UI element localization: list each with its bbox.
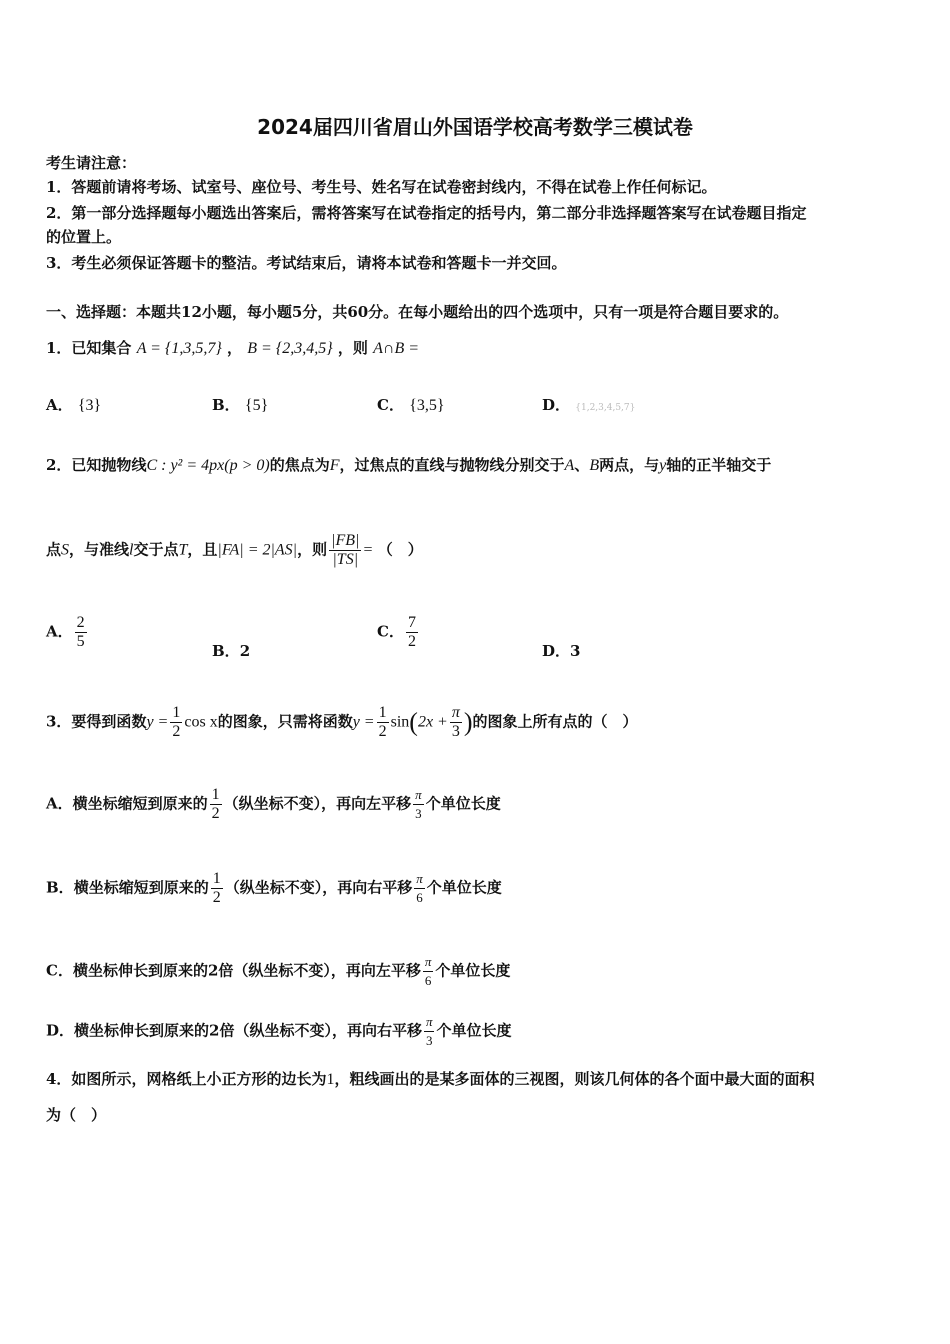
option-text: 个单位长度	[426, 878, 502, 897]
option-pi-fraction	[423, 953, 434, 990]
q1-then: ，则	[337, 339, 368, 357]
q2-text: 交于点	[133, 540, 179, 559]
q2-text: 、	[574, 456, 590, 474]
q2-text: ，且	[187, 540, 218, 559]
q2-text: 两点，与	[599, 456, 660, 474]
notice-item-2-cont: 的位置上。	[46, 228, 122, 246]
q3-text: 的图象上所有点的（ ）	[472, 712, 638, 731]
frac-num: π	[424, 1013, 435, 1032]
option-text: 个单位长度	[425, 794, 501, 813]
option-text: 横坐标缩短到原来的	[72, 794, 208, 813]
notice-item-2: 2．第一部分选择题每小题选出答案后，需将答案写在试卷指定的括号内，第二部分非选择题答案写在试卷题目指定	[46, 204, 807, 222]
option-fraction	[210, 786, 222, 823]
q2-text: ，则	[297, 540, 328, 559]
frac-num: 2	[76, 614, 85, 631]
option-pi-fraction	[414, 870, 425, 907]
q1-prefix: 1．已知集合	[46, 339, 132, 357]
question-1	[46, 337, 419, 360]
option-text: 横坐标伸长到原来的2倍（纵坐标不变），再向左平移	[72, 961, 421, 980]
frac-num: π	[414, 870, 425, 889]
option-text: 横坐标伸长到原来的2倍（纵坐标不变），再向右平移	[74, 1021, 422, 1040]
right-paren: )	[463, 707, 473, 737]
q3-f1-frac	[170, 704, 182, 741]
option-label: C．	[377, 396, 404, 414]
option-label: C．	[377, 622, 404, 641]
q2-axis-y: y	[659, 457, 667, 474]
frac-num: π	[423, 953, 434, 972]
option-label: A．	[46, 622, 73, 641]
q2-option-a[interactable]	[46, 614, 89, 651]
q3-f2-lhs: y =	[352, 713, 375, 731]
q2-option-b[interactable]	[212, 640, 250, 661]
notice-item-3: 3．考生必须保证答题卡的整洁。考试结束后，请将本试卷和答题卡一并交回。	[46, 254, 567, 272]
question-4-line-1	[46, 1068, 814, 1091]
q2-point-s: S	[61, 541, 70, 559]
q2-point-a: A	[564, 457, 575, 474]
option-text: （纵坐标不变），再向左平移	[223, 794, 412, 813]
q2-text: 2．已知抛物线	[46, 456, 147, 474]
q3-f2-inner: 2x +	[417, 713, 448, 731]
q2-point-t: T	[178, 541, 188, 559]
q2-option-d[interactable]	[542, 640, 580, 661]
frac-den: 2	[172, 723, 181, 740]
option-text: 个单位长度	[435, 961, 511, 980]
q1-option-c[interactable]	[377, 394, 445, 415]
frac-den: 6	[416, 890, 423, 905]
q3-f2-pi-frac	[450, 704, 462, 741]
frac-num: π	[451, 704, 460, 721]
q1-sep: ，	[227, 339, 243, 357]
q2-ratio-num: |FB|	[331, 532, 360, 549]
q1-expr: A∩B =	[373, 340, 420, 357]
option-fraction	[211, 870, 223, 907]
option-pi-fraction	[424, 1013, 435, 1050]
frac-den: 6	[424, 973, 432, 988]
q3-f1-lhs: y =	[146, 713, 169, 731]
q4-side-length: 1	[326, 1071, 335, 1088]
q4-text: ，粗线画出的是某多面体的三视图，则该几何体的各个面中最大面的面积	[334, 1070, 815, 1088]
option-label: B．	[212, 396, 240, 414]
frac-num: 1	[378, 704, 387, 721]
option-pi-fraction	[413, 786, 424, 823]
option-label: D．	[542, 396, 571, 414]
q4-text: 4．如图所示，网格纸上小正方形的边长为	[46, 1070, 327, 1088]
q1-option-d[interactable]	[542, 394, 635, 415]
q2-text: 的焦点为	[269, 456, 330, 474]
option-value: 3	[570, 642, 581, 660]
option-value: {3,5}	[409, 397, 445, 414]
q2-text: ，与准线	[69, 540, 130, 559]
option-value: {1,2,3,4,5,7}	[575, 403, 636, 413]
page-title: 2024届四川省眉山外国语学校高考数学三模试卷	[257, 115, 693, 139]
frac-num: 1	[172, 704, 181, 721]
frac-den: 3	[451, 723, 460, 740]
option-value: {3}	[77, 397, 102, 414]
q2-parabola-eq: C : y² = 4px(p > 0)	[146, 457, 270, 474]
q2-answer-blank: （ ）	[377, 540, 423, 559]
q2-ratio-den: |TS|	[332, 551, 359, 568]
option-text: （纵坐标不变），再向右平移	[224, 878, 413, 897]
q3-option-c[interactable]	[46, 953, 510, 990]
frac-num: 1	[211, 786, 220, 803]
option-fraction	[75, 614, 87, 651]
question-2-line-2	[46, 532, 423, 569]
left-paren: (	[409, 707, 418, 737]
q3-f2-frac	[377, 704, 389, 741]
q3-option-b[interactable]	[46, 870, 502, 907]
option-label: A．	[46, 396, 73, 414]
option-text: 横坐标缩短到原来的	[73, 878, 209, 897]
frac-den: 3	[415, 806, 422, 821]
notice-heading: 考生请注意：	[46, 154, 137, 172]
frac-den: 2	[212, 889, 221, 906]
section-heading: 一、选择题：本题共12小题，每小题5分，共60分。在每小题给出的四个选项中，只有一项是符合题目要求的。	[46, 303, 789, 321]
q3-option-a[interactable]	[46, 786, 501, 823]
option-value: {5}	[244, 397, 269, 414]
option-fraction	[406, 614, 418, 651]
q2-point-f: F	[329, 457, 340, 474]
q1-option-b[interactable]	[212, 394, 268, 415]
option-text: 个单位长度	[436, 1021, 512, 1040]
q2-text: 轴的正半轴交于	[666, 456, 772, 474]
q2-condition: |FA| = 2|AS|	[217, 541, 298, 559]
q2-text: ，过焦点的直线与抛物线分别交于	[339, 456, 565, 474]
option-label: D．	[542, 642, 571, 660]
option-label: B．	[46, 878, 74, 897]
q1-set-a: A = {1,3,5,7}	[136, 340, 222, 357]
question-3	[46, 704, 638, 741]
option-value: 2	[239, 642, 251, 660]
frac-den: 2	[211, 805, 220, 822]
q2-option-c[interactable]	[377, 614, 420, 651]
question-4-line-2: 为（ ）	[46, 1106, 107, 1124]
option-label: A．	[46, 794, 73, 813]
q3-text: 的图象，只需将函数	[217, 712, 353, 731]
option-label: C．	[46, 961, 73, 980]
frac-num: 7	[407, 614, 416, 631]
q1-set-b: B = {2,3,4,5}	[247, 340, 333, 357]
q3-option-d[interactable]	[46, 1013, 512, 1050]
option-label: D．	[46, 1021, 75, 1040]
q1-option-a[interactable]	[46, 394, 101, 415]
notice-item-1: 1．答题前请将考场、试室号、座位号、考生号、姓名写在试卷密封线内，不得在试卷上作任何标记。	[46, 178, 717, 196]
frac-num: π	[413, 786, 424, 805]
q2-text: 点	[46, 540, 62, 559]
question-2-line-1	[46, 454, 771, 477]
q2-eq-sign: =	[363, 541, 373, 559]
q2-line-l: l	[129, 541, 134, 559]
frac-den: 2	[407, 633, 416, 650]
option-label: B．	[212, 642, 240, 660]
frac-num: 1	[212, 870, 221, 887]
q2-point-b: B	[589, 457, 600, 474]
frac-den: 2	[378, 723, 387, 740]
q3-f2-sin: sin	[390, 713, 410, 731]
q3-text: 3．要得到函数	[46, 712, 147, 731]
frac-den: 5	[76, 633, 85, 650]
q3-f1-cos: cos x	[184, 713, 218, 731]
q2-ratio	[329, 532, 361, 569]
frac-den: 3	[425, 1033, 433, 1048]
